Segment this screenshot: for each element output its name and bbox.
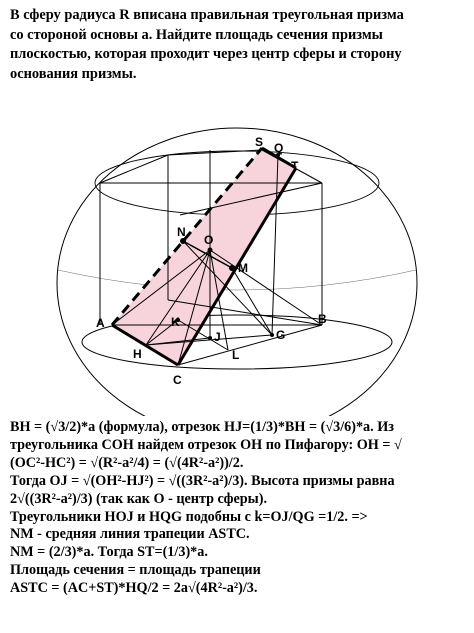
- solution-line: Треугольники HOJ и HQG подобны с k=OJ/QG =1/2. =>: [10, 508, 368, 525]
- point-o: [208, 248, 213, 253]
- label-a: A: [96, 316, 105, 330]
- solution-line: 2√((3R²-a²)/3) (так как О - центр сферы).: [10, 490, 268, 507]
- solution-line: Площадь сечения = площадь трапеции: [10, 562, 261, 579]
- geometry-figure: [0, 118, 474, 416]
- label-c: C: [173, 373, 182, 387]
- label-m: M: [238, 261, 248, 275]
- problem-line: основания призмы.: [10, 65, 137, 82]
- solution-line: Тогда OJ = √(OH²-HJ²) = √((3R²-a²)/3). Высота призмы равна: [10, 472, 395, 489]
- solution-line: ASTC = (AC+ST)*HQ/2 = 2a√(4R²-a²)/3.: [10, 580, 258, 597]
- solution-line: BH = (√3/2)*a (формула), отрезок HJ=(1/3)*BH = (√3/6)*a. Из: [10, 419, 394, 435]
- frame-top-back: [168, 150, 262, 155]
- solution-line: треугольника COH найдем отрезок OH по Пифагору: OH = √: [10, 436, 402, 453]
- label-t: T: [291, 159, 299, 173]
- point-j: [208, 336, 212, 340]
- equator-arc: [58, 270, 416, 290]
- label-n: N: [177, 225, 186, 239]
- solution-text: [10, 419, 466, 598]
- label-j: J: [214, 330, 221, 344]
- label-h: H: [133, 347, 142, 361]
- label-l: L: [232, 348, 240, 362]
- problem-line: плоскостью, которая проходит через центр сферы и сторону: [10, 46, 402, 62]
- section-trapezoid: [112, 148, 296, 365]
- label-s: S: [255, 135, 264, 149]
- sphere-outline: [57, 128, 417, 416]
- point-g: [270, 333, 274, 337]
- problem-line: со стороной основы а. Найдите площадь сечения призмы: [10, 26, 383, 43]
- solution-line: NM = (2/3)*a. Тогда ST=(1/3)*a.: [10, 544, 208, 561]
- label-b: B: [318, 312, 327, 326]
- problem-line: В сферу радиуса R вписана правильная треугольная призма: [10, 7, 404, 23]
- label-q: Q: [274, 141, 284, 155]
- problem-statement: [10, 6, 466, 84]
- point-m: [229, 265, 235, 271]
- solution-line: NM - средняя линия трапеции ASTC.: [10, 526, 250, 543]
- label-k: K: [171, 315, 180, 329]
- label-o: O: [204, 233, 214, 247]
- solution-line: (OC²-HC²) = √(R²-a²/4) = (√(4R²-a²))/2.: [10, 454, 244, 471]
- label-g: G: [276, 328, 286, 342]
